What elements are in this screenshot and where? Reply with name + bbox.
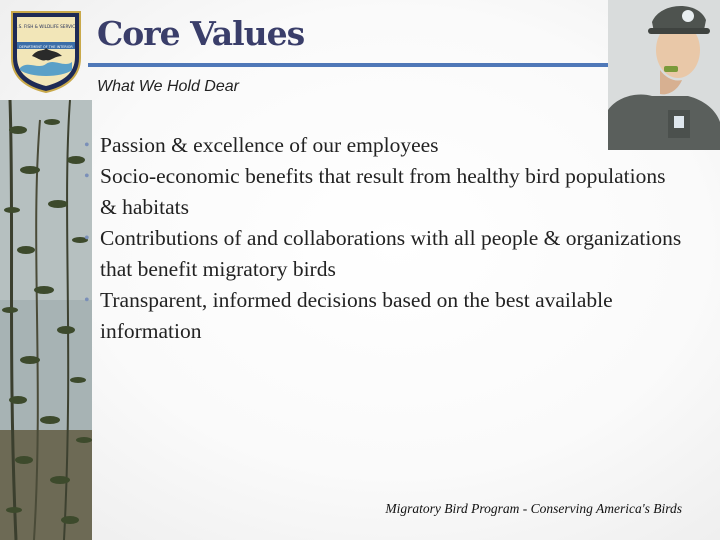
bullet-icon: • bbox=[84, 168, 90, 185]
list-item-text: Socio-economic benefits that result from healthy bird populations & habitats bbox=[100, 164, 666, 219]
page-title: Core Values bbox=[97, 14, 305, 53]
list-item bbox=[84, 285, 684, 347]
list-item-text: Transparent, informed decisions based on the best available information bbox=[100, 288, 613, 343]
title-rule bbox=[88, 63, 608, 67]
officer-photo bbox=[608, 0, 720, 150]
list-item bbox=[84, 161, 684, 223]
footer-text: Migratory Bird Program - Conserving America's Birds bbox=[385, 501, 682, 516]
list-item bbox=[84, 130, 684, 161]
values-list bbox=[84, 130, 684, 347]
list-item-text: Contributions of and collaborations with all people & organizations that benefit migratory birds bbox=[100, 226, 682, 281]
bullet-icon: • bbox=[84, 137, 90, 154]
bullet-icon: • bbox=[84, 230, 90, 247]
list-item bbox=[84, 223, 684, 285]
list-item-text: Passion & excellence of our employees bbox=[100, 133, 439, 157]
foliage-photo bbox=[0, 100, 92, 540]
bullet-icon: • bbox=[84, 292, 90, 309]
fws-shield-icon bbox=[8, 8, 84, 94]
logo-banner-text: DEPARTMENT OF THE INTERIOR bbox=[19, 45, 73, 49]
logo-top-text: U.S. FISH & WILDLIFE SERVICE bbox=[14, 24, 78, 29]
page-subtitle: What We Hold Dear bbox=[97, 78, 239, 95]
